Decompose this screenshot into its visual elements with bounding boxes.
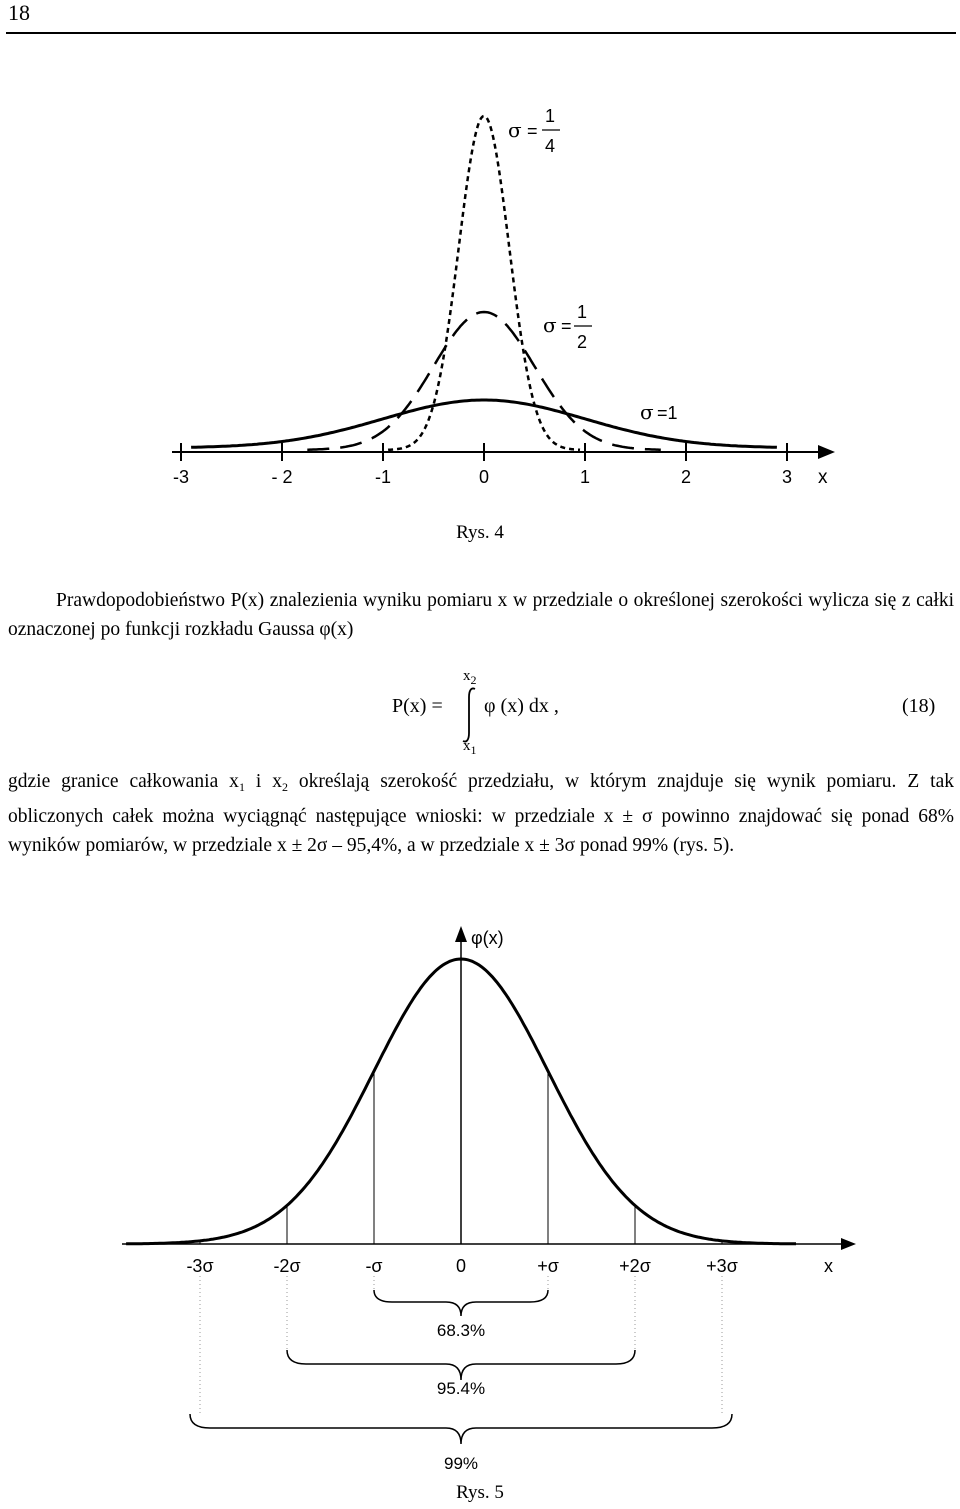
bracket-2sigma-label: 95.4%: [436, 1379, 486, 1398]
tick-label: 2: [680, 467, 692, 487]
header-rule: [6, 32, 956, 34]
svg-text:=: =: [561, 316, 572, 336]
svg-text:=: =: [527, 121, 538, 141]
svg-text:2: 2: [577, 332, 588, 352]
bracket-1sigma: [374, 1290, 548, 1316]
label-sigma-quarter: [508, 106, 560, 156]
paragraph-1: Prawdopodobieństwo P(x) znalezienia wyniku pomiaru x w przedziale o określonej szerokości wylicza się z całki oznaczonej po funkcji rozkładu Gaussa φ(x): [8, 590, 954, 640]
curve-sigma-1: [191, 400, 777, 447]
paragraph-2: gdzie granice całkowania $x_1$ i $x_2$ określają szerokość przedziału, w którym znajduje się wynik pomiaru. Z tak obliczonych całek można wyciągnąć następujące wnioski: w przedziale x ± σ powinno znajdować się ponad 68% wyników pomiarów, w przedziale x ± 2σ – 95,4%, a w przedziale x ± 3σ ponad 99% (rys. 5).: [8, 771, 954, 856]
tick-label: -3σ: [186, 1256, 214, 1276]
equation-integrand: φ (x) dx ,: [484, 695, 559, 717]
bracket-2sigma: [287, 1350, 635, 1380]
svg-text:σ: σ: [508, 118, 522, 142]
svg-text:4: 4: [545, 136, 556, 156]
svg-text:1: 1: [577, 302, 588, 322]
y-axis-label: φ(x): [471, 928, 504, 948]
label-sigma-half: [543, 302, 592, 352]
integral-lower: $x_1$: [463, 738, 477, 757]
svg-text:σ: σ: [640, 400, 654, 424]
svg-text:1: 1: [545, 106, 556, 126]
equation-number: (18): [902, 695, 936, 717]
x-axis-arrow: [841, 1238, 856, 1250]
tick-label: -2σ: [273, 1256, 301, 1276]
tick-label: 3: [781, 467, 793, 487]
figure-4: [0, 50, 960, 550]
curve-sigma-half: [307, 312, 661, 450]
x-axis-arrow: [818, 445, 835, 459]
tick-label: +2σ: [619, 1256, 651, 1276]
tick-label: - 2: [271, 467, 293, 487]
x-axis-label: x: [818, 467, 828, 488]
tick-label: +3σ: [706, 1256, 738, 1276]
integral-upper: $x_2$: [463, 668, 477, 687]
svg-text:=1: =1: [657, 403, 678, 423]
integral-sign: [461, 685, 481, 745]
figure-5-caption: Rys. 5: [456, 1482, 504, 1503]
bracket-3sigma-label: 99%: [443, 1454, 479, 1473]
bracket-3sigma: [190, 1414, 732, 1444]
tick-label: 0: [455, 1256, 467, 1276]
page-number: 18: [8, 0, 30, 25]
y-axis-arrow: [455, 926, 467, 942]
label-sigma-1: [640, 400, 678, 424]
tick-label: -1: [374, 467, 392, 487]
tick-label: -σ: [365, 1256, 383, 1276]
bracket-1sigma-label: 68.3%: [436, 1321, 486, 1340]
svg-text:σ: σ: [543, 313, 557, 337]
tick-label: +σ: [537, 1256, 559, 1276]
figure-5: [0, 918, 960, 1498]
figure-4-caption: Rys. 4: [456, 522, 504, 543]
equation-lhs: P(x) =: [392, 695, 443, 717]
tick-label: -3: [172, 467, 190, 487]
x-axis-label: x: [824, 1256, 833, 1276]
tick-label: 1: [579, 467, 591, 487]
tick-label: 0: [478, 467, 490, 487]
